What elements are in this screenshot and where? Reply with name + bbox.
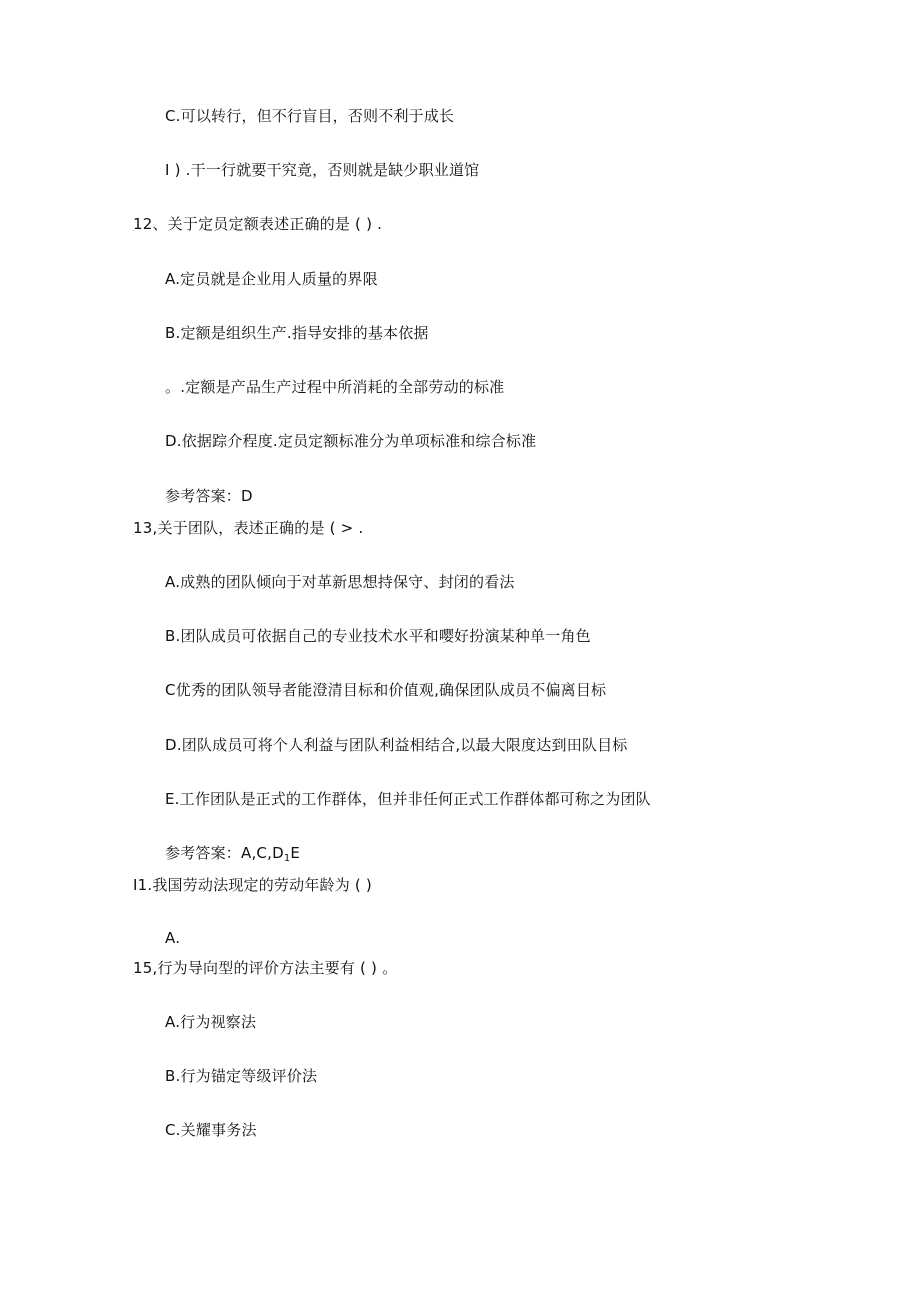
q12-option-c: 。.定额是产品生产过程中所消耗的全部劳动的标准 (165, 378, 505, 396)
q13-answer-tail: E (290, 844, 301, 862)
q13-option-e: E.工作团队是正式的工作群体，但并非任何正式工作群体都可称之为团队 (165, 790, 651, 808)
q13-answer-subscript: 1 (283, 853, 291, 864)
q15-option-b: B.行为锚定等级评价法 (165, 1067, 318, 1085)
question-15: 15,行为导向型的评价方法主要有 ( ) 。 (133, 959, 398, 977)
q14-option-a: A. (165, 929, 181, 947)
q13-answer (165, 843, 300, 869)
question-14: I1.我国劳动法现定的劳动年龄为 ( ) (133, 876, 372, 894)
q12-option-b: B.定额是组织生产.指导安排的基本依据 (165, 324, 429, 342)
question-12: 12、关于定员定额表述正确的是 ( ) . (133, 215, 383, 233)
q13-option-d: D.团队成员可将个人利益与团队利益相结合,以最大限度达到田队目标 (165, 736, 628, 754)
q15-option-c: C.关耀事务法 (165, 1121, 257, 1139)
question-13: 13,关于团队，表述正确的是 ( > . (133, 519, 364, 537)
q13-option-b: B.团队成员可依据自己的专业技术水平和嘤好扮演某种单一角色 (165, 627, 591, 645)
q12-answer: 参考答案：D (165, 487, 253, 505)
option-d-career: I ) .干一行就要干究竟，否则就是缺少职业道馆 (165, 161, 480, 179)
q12-option-d: D.依据踪介程度.定员定额标准分为单项标准和综合标准 (165, 432, 537, 450)
q13-option-c: C优秀的团队领导者能澄清目标和价值观,确保团队成员不偏离目标 (165, 681, 607, 699)
q13-option-a: A.成熟的团队倾向于对革新思想持保守、封闭的看法 (165, 573, 515, 591)
q13-answer-main: 参考答案：A,C,D (165, 844, 284, 862)
q12-option-a: A.定员就是企业用人质量的界限 (165, 270, 378, 288)
option-c-career: C.可以转行，但不行盲目，否则不利于成长 (165, 107, 455, 125)
q15-option-a: A.行为视察法 (165, 1013, 257, 1031)
